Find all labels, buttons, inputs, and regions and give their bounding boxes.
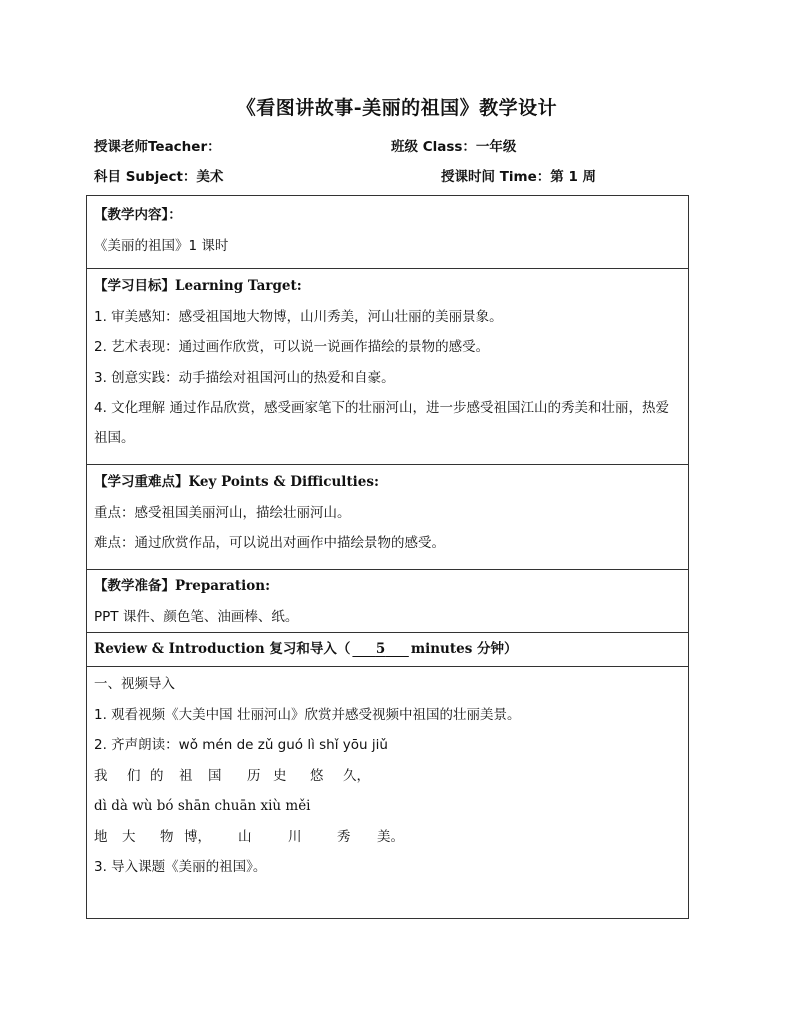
preparation-section	[87, 570, 688, 633]
intro-item: 3. 导入课题《美丽的祖国》。	[94, 859, 267, 875]
preparation-text: PPT 课件、颜色笔、油画棒、纸。	[94, 608, 299, 625]
goal-item: 4. 文化理解 通过作品欣赏，感受画家笔下的壮丽河山，进一步感受祖国江山的秀美和壮丽，热爱祖国。	[94, 400, 669, 446]
teacher-label: 授课老师Teacher：	[94, 139, 221, 155]
reading-char: 悠	[310, 767, 324, 784]
goals-heading: 【学习目标】Learning Target:	[94, 278, 302, 294]
reading-char: 祖	[179, 767, 193, 784]
goals-section	[87, 269, 688, 465]
goal-item: 1. 审美感知：感受祖国地大物博，山川秀美，河山壮丽的美丽景象。	[94, 308, 503, 325]
reading-line-1	[94, 761, 688, 792]
reading-char: 美。	[377, 828, 404, 845]
reading-char: 山	[238, 828, 252, 845]
subject-label: 科目 Subject：美术	[94, 169, 224, 185]
review-line	[94, 634, 688, 665]
keypoints-heading: 【学习重难点】Key Points & Difficulties:	[94, 474, 379, 490]
keypoints-section	[87, 465, 688, 570]
pinyin-line: dì dà wù bó shān chuān xiù měi	[94, 798, 311, 814]
review-minutes: 5	[375, 641, 386, 657]
content-heading: 【教学内容】：	[94, 207, 182, 223]
reading-char: 久，	[343, 767, 370, 784]
reading-char: 国	[208, 767, 222, 784]
content-text: 《美丽的祖国》1 课时	[94, 237, 229, 254]
review-suffix: minutes 分钟）	[410, 641, 518, 657]
content-section	[87, 196, 688, 269]
reading-char: 川	[288, 828, 302, 845]
intro-heading: 一、视频导入	[94, 676, 175, 692]
reading-char: 大	[122, 828, 136, 845]
reading-char: 我	[94, 767, 108, 784]
goal-item: 2. 艺术表现：通过画作欣赏，可以说一说画作描绘的景物的感受。	[94, 339, 490, 355]
review-section	[87, 633, 688, 667]
reading-char: 地	[94, 828, 108, 845]
class-label: 班级 Class：一年级	[391, 139, 517, 155]
reading-char: 历	[247, 767, 261, 784]
goal-item: 3. 创意实践：动手描绘对祖国河山的热爱和自豪。	[94, 369, 395, 386]
keypoint-item: 难点：通过欣赏作品，可以说出对画作中描绘景物的感受。	[94, 535, 445, 551]
page-title: 《看图讲故事-美丽的祖国》教学设计	[236, 97, 558, 119]
preparation-heading: 【教学准备】Preparation:	[94, 578, 271, 594]
lesson-plan-table	[86, 195, 689, 919]
intro-item: 2. 齐声朗读：wǒ mén de zǔ guó lì shǐ yōu jiǔ	[94, 737, 388, 753]
reading-char: 物	[160, 828, 174, 845]
reading-line-2	[94, 822, 688, 853]
reading-char: 博，	[184, 828, 211, 845]
time-label: 授课时间 Time：第 1 周	[441, 169, 597, 185]
intro-item: 1. 观看视频《大美中国 壮丽河山》欣赏并感受视频中祖国的壮丽美景。	[94, 706, 521, 723]
intro-section	[87, 667, 688, 918]
reading-char: 的	[150, 767, 164, 784]
reading-char: 史	[273, 767, 287, 784]
review-prefix: Review & Introduction 复习和导入（	[94, 641, 351, 657]
keypoint-item: 重点：感受祖国美丽河山，描绘壮丽河山。	[94, 504, 351, 521]
reading-char: 们	[127, 767, 141, 784]
reading-char: 秀	[337, 828, 351, 845]
